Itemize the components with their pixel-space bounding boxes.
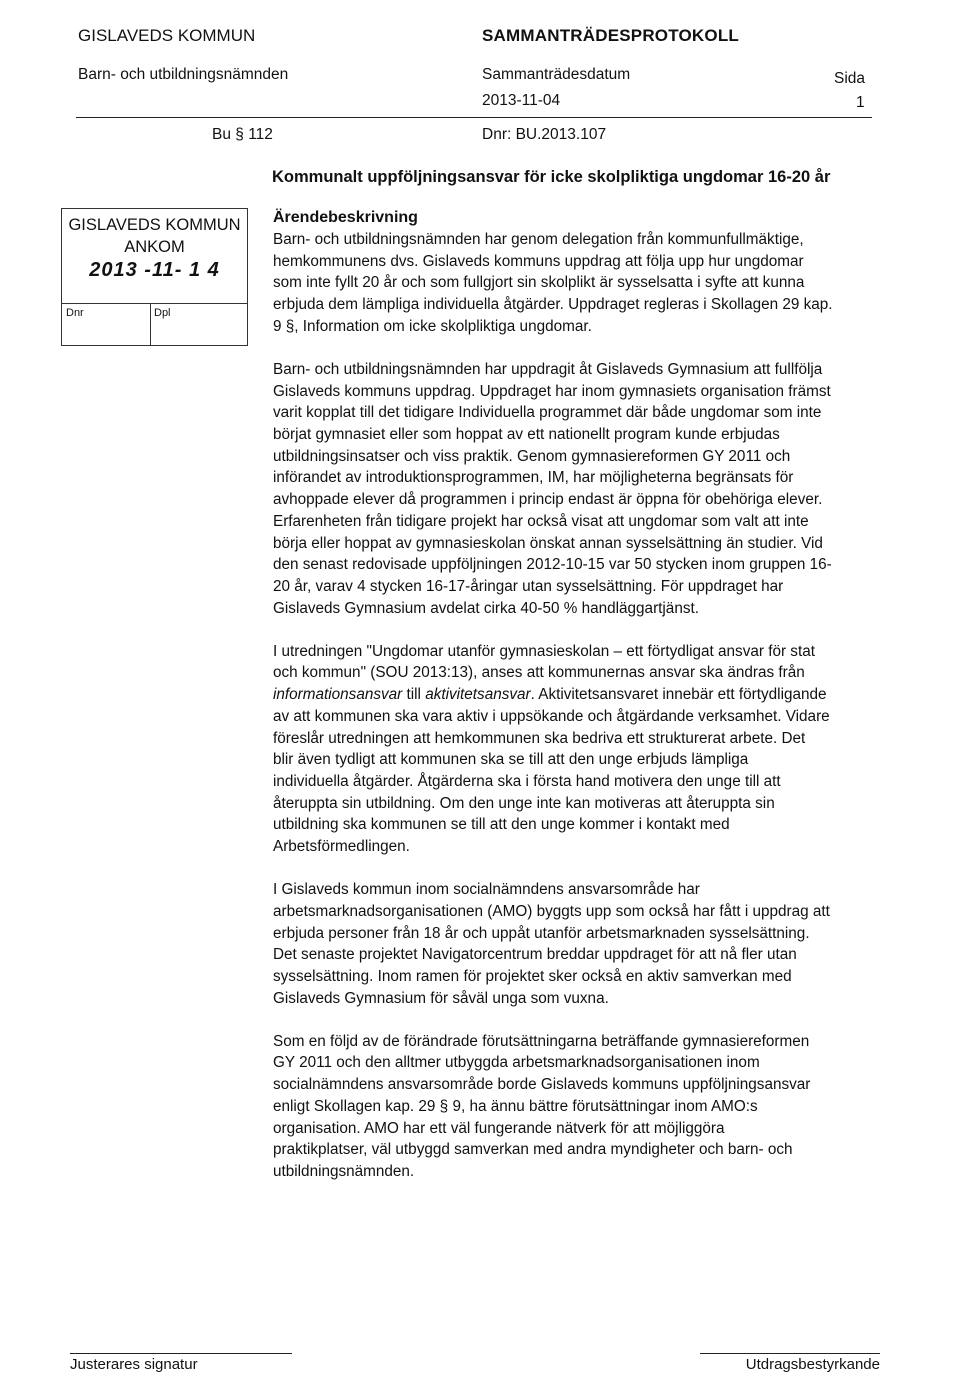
page-number: 1 <box>856 94 865 111</box>
text-line: Barn- och utbildningsnämnden har uppdragit åt Gislaveds Gymnasium att fullfölja <box>273 360 823 378</box>
text-line: föreslår utredningen att hemkommunen ska bedriva ett strukturerat arbete. Det <box>273 729 806 747</box>
text-line: organisation. AMO har ett väl fungerande nätverk för att möjliggöra <box>273 1119 725 1137</box>
received-stamp <box>61 208 248 346</box>
text-line: utbildning ska kommunen se till att den unge kommer i kontakt med <box>273 816 730 834</box>
document-body <box>273 207 913 1204</box>
text-line: erbjuda personer från 18 år och uppåt utanför arbetsmarknaden sysselsättning. <box>273 924 810 942</box>
text-line: Barn- och utbildningsnämnden har genom delegation från kommunfullmäktige, <box>273 231 804 248</box>
stamp-column-divider <box>150 303 151 346</box>
stamp-dpl-label: Dpl <box>154 307 171 319</box>
text-line: som inte fyllt 20 år och som fullgjort sin skolplikt är sysselsatta i syfte att kunna <box>273 274 805 292</box>
text-line: återuppta sin utbildning. Om den unge inte kan motiveras att återuppta sin <box>273 794 775 812</box>
text-line: den senast redovisade uppföljningen 2012-10-15 var 50 stycken inom gruppen 16- <box>273 556 832 574</box>
text-line: avhoppade elever då programmen i princip endast är öppna för obehöriga elever. <box>273 491 823 509</box>
text-line: informationsansvar till aktivitetsansvar. Aktivitetsansvaret innebär ett förtydligande <box>273 686 827 704</box>
text-line: arbetsmarknadsorganisationen (AMO) byggts upp som också har fått i uppdrag att <box>273 902 830 920</box>
text-line: Gislaveds Gymnasium avdelat cirka 40-50 % handläggartjänst. <box>273 599 699 617</box>
text-line: börja eller hoppat av gymnasieskolan önskat annan sysselsättning än studier. Vid <box>273 534 823 552</box>
text-line: utbildningsinsatser och viss praktik. Genom gymnasiereformen GY 2011 och <box>273 447 791 465</box>
meeting-date-label: Sammanträdesdatum <box>482 66 631 83</box>
header-divider <box>76 117 872 118</box>
meeting-date: 2013-11-04 <box>482 92 561 109</box>
text-line: 9 §, Information om icke skolpliktiga ungdomar. <box>273 317 592 335</box>
text-line: Det senaste projektet Navigatorcentrum breddar uppdraget för att nå fler utan <box>273 946 797 964</box>
case-heading: Kommunalt uppföljningsansvar för icke skolpliktiga ungdomar 16-20 år <box>272 168 831 186</box>
text-line: införandet av introduktionsprogrammen, IM, har möjligheterna begränsats för <box>273 469 794 487</box>
text-line: av att kommunen ska vara aktiv i uppsökande och åtgärdande verksamhet. Vidare <box>273 707 830 725</box>
text-line: och kommun" (SOU 2013:13), anses att kommunernas ansvar ska ändras från <box>273 664 805 682</box>
text-line: börjat gymnasiet eller som hoppat av ett nationellt program kunde erbjudas <box>273 426 780 444</box>
text-line: socialnämndens ansvarsområde borde Gislaveds kommuns uppföljningsansvar <box>273 1076 811 1094</box>
stamp-dnr-label: Dnr <box>66 307 84 319</box>
text-line: individuella åtgärder. Åtgärderna ska i första hand motivera den unge till att <box>273 772 781 790</box>
case-number: Dnr: BU.2013.107 <box>482 126 607 143</box>
signature-field-label: Justerares signatur <box>70 1353 292 1373</box>
stamp-organization: GISLAVEDS KOMMUN <box>68 216 241 234</box>
text-line: I utredningen "Ungdomar utanför gymnasieskolan – ett förtydligat ansvar för stat <box>273 642 815 660</box>
text-line: 20 år, varav 4 stycken 16-17-åringar utan sysselsättning. För uppdraget har <box>273 577 784 595</box>
text-line: Som en följd av de förändrade förutsättningarna beträffande gymnasiereformen <box>273 1032 810 1050</box>
page-label: Sida <box>834 70 866 87</box>
text-line: Gislaveds Gymnasium för såväl unga som vuxna. <box>273 989 609 1007</box>
text-line: sysselsättning. Inom ramen för projektet sker också en aktiv samverkan med <box>273 967 792 985</box>
section-subheading: Ärendebeskrivning <box>273 209 418 226</box>
stamp-date: 2013 -11- 1 4 <box>89 259 220 281</box>
text-line: varit kopplat till det tidigare Individuella programmet där både ungdomar som inte <box>273 404 822 422</box>
text-line: Gislaveds kommuns uppdrag. Uppdraget har inom gymnasiets organisation främst <box>273 382 831 400</box>
organization-name: GISLAVEDS KOMMUN <box>78 26 256 45</box>
text-line: enligt Skollagen kap. 29 § 9, ha ännu bättre förutsättningar inom AMO:s <box>273 1097 758 1115</box>
body-paragraph <box>273 359 913 619</box>
text-line: erbjuda dem lämpliga individuella åtgärder. Uppdraget regleras i Skollagen 29 kap. <box>273 296 833 314</box>
text-line: blir även tydligt att kommunen ska se till att den unge erbjuds lämpliga <box>273 751 749 769</box>
text-line: hemkommunens dvs. Gislaveds kommuns uppdrag att följa upp hur ungdomar <box>273 252 804 270</box>
text-line: Arbetsförmedlingen. <box>273 838 410 856</box>
text-line: praktikplatser, väl utbyggd samverkan med andra myndigheter och barn- och <box>273 1141 793 1159</box>
stamp-received-label: ANKOM <box>124 238 185 256</box>
body-paragraph <box>273 641 913 858</box>
document-title: SAMMANTRÄDESPROTOKOLL <box>482 26 739 45</box>
paragraph-number: Bu § 112 <box>212 126 273 143</box>
certification-field-label: Utdragsbestyrkande <box>700 1353 880 1373</box>
body-paragraph <box>273 229 913 338</box>
board-name: Barn- och utbildningsnämnden <box>78 66 289 83</box>
stamp-divider <box>62 303 247 304</box>
body-paragraph <box>273 1031 913 1183</box>
text-line: GY 2011 och den alltmer utbyggda arbetsmarknadsorganisationen inom <box>273 1054 760 1072</box>
body-paragraph <box>273 879 913 1009</box>
text-line: Erfarenheten från tidigare projekt har också visat att ungdomar som valt att inte <box>273 512 809 530</box>
text-line: utbildningsnämnden. <box>273 1162 415 1180</box>
text-line: I Gislaveds kommun inom socialnämndens ansvarsområde har <box>273 881 700 899</box>
